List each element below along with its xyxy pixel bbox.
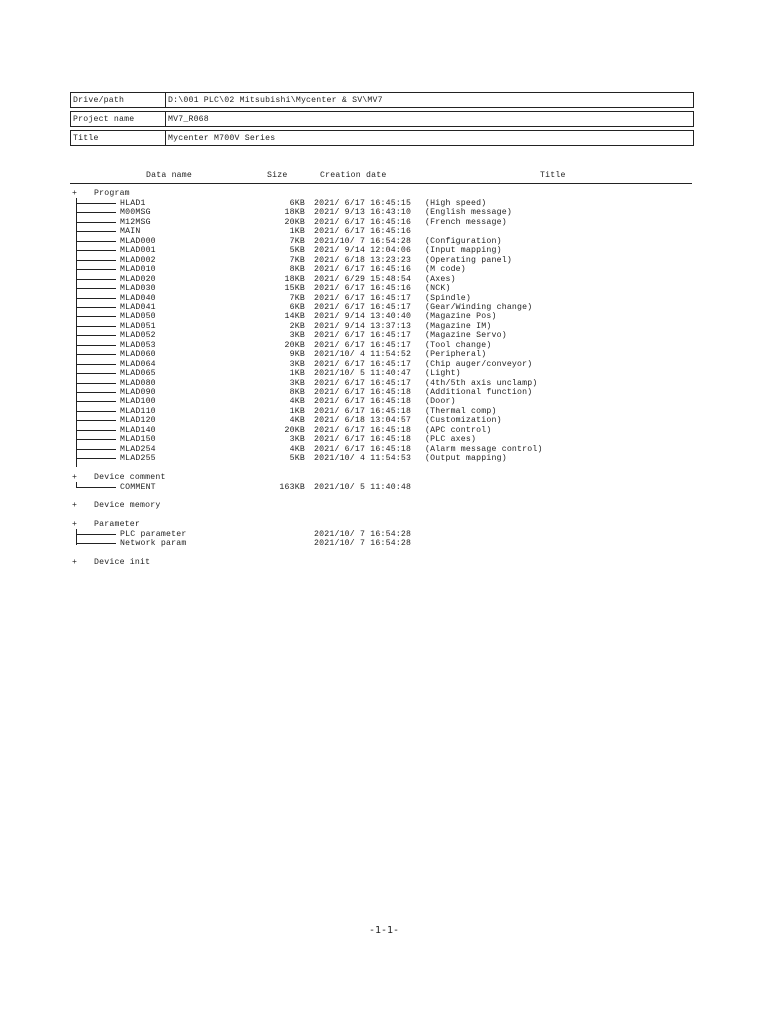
row-title: (Operating panel) bbox=[425, 255, 512, 265]
project-name-value: MV7_R068 bbox=[168, 115, 209, 124]
row-date: 2021/ 6/17 16:45:16 bbox=[314, 284, 412, 294]
row-title: (Alarm message control) bbox=[425, 444, 543, 454]
header-rule bbox=[70, 183, 692, 184]
row-date: 2021/ 6/17 16:45:18 bbox=[314, 397, 412, 407]
table-row[interactable] bbox=[72, 379, 692, 389]
row-size: 20KB bbox=[284, 425, 305, 435]
row-size: 4KB bbox=[289, 416, 305, 426]
row-size: 9KB bbox=[289, 350, 305, 360]
row-title: (Magazine Pos) bbox=[425, 312, 497, 322]
table-row[interactable] bbox=[72, 483, 692, 493]
row-size: 3KB bbox=[289, 359, 305, 369]
col-size: Size bbox=[267, 171, 288, 180]
table-row[interactable] bbox=[72, 246, 692, 256]
row-date: 2021/ 6/18 13:04:57 bbox=[314, 416, 412, 426]
expand-icon[interactable]: + bbox=[72, 473, 78, 482]
row-date: 2021/10/ 4 11:54:53 bbox=[314, 454, 412, 464]
row-size: 3KB bbox=[289, 435, 305, 445]
row-date: 2021/ 6/17 16:45:17 bbox=[314, 378, 412, 388]
table-row[interactable] bbox=[72, 294, 692, 304]
row-name: COMMENT bbox=[120, 483, 156, 492]
row-name: MLAD100 bbox=[120, 397, 156, 407]
row-name: MLAD064 bbox=[120, 359, 156, 369]
row-date: 2021/10/ 5 11:40:48 bbox=[314, 483, 412, 492]
row-size: 7KB bbox=[289, 236, 305, 246]
row-size: 163KB bbox=[279, 483, 305, 492]
row-date: 2021/ 6/17 16:45:18 bbox=[314, 425, 412, 435]
row-title: (Light) bbox=[425, 369, 461, 379]
row-size: 1KB bbox=[289, 369, 305, 379]
table-row[interactable] bbox=[72, 426, 692, 436]
row-name: PLC parameter bbox=[120, 530, 187, 539]
table-row[interactable] bbox=[72, 360, 692, 370]
title-label: Title bbox=[73, 134, 99, 143]
row-size: 20KB bbox=[284, 217, 305, 227]
row-name: MLAD053 bbox=[120, 340, 156, 350]
row-size: 3KB bbox=[289, 331, 305, 341]
row-name: MLAD110 bbox=[120, 406, 156, 416]
row-date: 2021/ 9/14 12:04:06 bbox=[314, 246, 412, 256]
drive-path-value: D:\001 PLC\02 Mitsubishi\Mycenter & SV\MV7 bbox=[168, 96, 383, 105]
row-date: 2021/ 6/29 15:48:54 bbox=[314, 274, 412, 284]
col-creation-date: Creation date bbox=[320, 171, 387, 180]
title-row bbox=[70, 130, 694, 146]
row-title: (Tool change) bbox=[425, 340, 492, 350]
divider bbox=[165, 93, 166, 107]
row-size: 14KB bbox=[284, 312, 305, 322]
col-title: Title bbox=[540, 171, 566, 180]
row-title: (Customization) bbox=[425, 416, 502, 426]
row-date: 2021/ 6/17 16:45:17 bbox=[314, 359, 412, 369]
table-row[interactable] bbox=[72, 312, 692, 322]
row-title: (Spindle) bbox=[425, 293, 472, 303]
table-row[interactable] bbox=[72, 265, 692, 275]
row-size: 15KB bbox=[284, 284, 305, 294]
expand-icon[interactable]: + bbox=[72, 501, 78, 510]
row-title: (Output mapping) bbox=[425, 454, 507, 464]
row-title: (Axes) bbox=[425, 274, 456, 284]
row-size: 5KB bbox=[289, 454, 305, 464]
row-size: 7KB bbox=[289, 293, 305, 303]
divider bbox=[165, 131, 166, 145]
col-data-name: Data name bbox=[146, 171, 193, 180]
table-row[interactable] bbox=[72, 275, 692, 285]
row-title: (Chip auger/conveyor) bbox=[425, 359, 533, 369]
table-row[interactable] bbox=[72, 369, 692, 379]
project-name-row bbox=[70, 111, 694, 127]
table-row[interactable] bbox=[72, 435, 692, 445]
group-label-device-init: Device init bbox=[94, 558, 151, 567]
title-value: Mycenter M700V Series bbox=[168, 134, 276, 143]
row-date: 2021/ 6/17 16:45:17 bbox=[314, 302, 412, 312]
row-size: 18KB bbox=[284, 274, 305, 284]
row-date: 2021/ 6/17 16:45:18 bbox=[314, 435, 412, 445]
row-date: 2021/10/ 7 16:54:28 bbox=[314, 530, 412, 539]
group-label-parameter: Parameter bbox=[94, 520, 141, 529]
drive-path-label: Drive/path bbox=[73, 96, 125, 105]
row-title: (English message) bbox=[425, 208, 512, 218]
expand-icon[interactable]: + bbox=[72, 558, 78, 567]
row-title: (Magazine IM) bbox=[425, 321, 492, 331]
row-name: HLAD1 bbox=[120, 199, 146, 208]
row-name: Network param bbox=[120, 539, 187, 549]
expand-icon[interactable]: + bbox=[72, 189, 78, 198]
row-size: 5KB bbox=[289, 246, 305, 256]
row-date: 2021/10/ 4 11:54:52 bbox=[314, 350, 412, 360]
divider bbox=[165, 112, 166, 126]
row-size: 4KB bbox=[289, 444, 305, 454]
row-date: 2021/10/ 7 16:54:28 bbox=[314, 236, 412, 246]
row-name: MLAD051 bbox=[120, 321, 156, 331]
row-size: 18KB bbox=[284, 208, 305, 218]
table-row[interactable] bbox=[72, 284, 692, 294]
row-date: 2021/ 9/14 13:40:40 bbox=[314, 312, 412, 322]
table-row[interactable] bbox=[72, 341, 692, 351]
row-title: (APC control) bbox=[425, 425, 492, 435]
row-date: 2021/ 6/17 16:45:16 bbox=[314, 217, 412, 227]
row-name: M12MSG bbox=[120, 217, 151, 227]
row-title: (Input mapping) bbox=[425, 246, 502, 256]
row-date: 2021/ 9/14 13:37:13 bbox=[314, 321, 412, 331]
table-row[interactable] bbox=[72, 208, 692, 218]
row-size: 4KB bbox=[289, 397, 305, 407]
row-title: (High speed) bbox=[425, 199, 487, 208]
table-row[interactable] bbox=[72, 237, 692, 247]
row-title: (Additional function) bbox=[425, 388, 533, 397]
row-date: 2021/ 9/13 16:43:10 bbox=[314, 208, 412, 218]
table-row[interactable] bbox=[72, 227, 692, 237]
row-title: (French message) bbox=[425, 217, 507, 227]
table-row[interactable] bbox=[72, 454, 692, 464]
row-date: 2021/ 6/17 16:45:18 bbox=[314, 388, 412, 397]
row-name: MLAD120 bbox=[120, 416, 156, 426]
table-row[interactable] bbox=[72, 303, 692, 313]
row-size: 6KB bbox=[289, 199, 305, 208]
group-label-program: Program bbox=[94, 189, 130, 198]
table-row[interactable] bbox=[72, 256, 692, 266]
row-size: 8KB bbox=[289, 388, 305, 397]
row-date: 2021/ 6/17 16:45:17 bbox=[314, 331, 412, 341]
row-title: (M code) bbox=[425, 265, 466, 275]
row-name: MLAD050 bbox=[120, 312, 156, 322]
row-name: MLAD060 bbox=[120, 350, 156, 360]
row-title: (Peripheral) bbox=[425, 350, 487, 360]
table-row[interactable] bbox=[72, 445, 692, 455]
row-date: 2021/ 6/17 16:45:16 bbox=[314, 265, 412, 275]
row-date: 2021/ 6/17 16:45:17 bbox=[314, 293, 412, 303]
row-title: (Door) bbox=[425, 397, 456, 407]
group-label-device-comment: Device comment bbox=[94, 473, 166, 482]
row-name: MLAD040 bbox=[120, 293, 156, 303]
project-name-label: Project name bbox=[73, 115, 135, 124]
row-size: 7KB bbox=[289, 255, 305, 265]
table-row[interactable] bbox=[72, 407, 692, 417]
expand-icon[interactable]: + bbox=[72, 520, 78, 529]
row-name: MLAD090 bbox=[120, 388, 156, 397]
row-title: (4th/5th axis unclamp) bbox=[425, 378, 538, 388]
row-title: (Configuration) bbox=[425, 236, 502, 246]
row-name: MLAD002 bbox=[120, 255, 156, 265]
group-label-device-memory: Device memory bbox=[94, 501, 161, 510]
row-name: MLAD001 bbox=[120, 246, 156, 256]
table-row[interactable] bbox=[72, 331, 692, 341]
row-date: 2021/ 6/18 13:23:23 bbox=[314, 255, 412, 265]
row-name: MLAD030 bbox=[120, 284, 156, 294]
row-date: 2021/ 6/17 16:45:16 bbox=[314, 227, 412, 237]
row-size: 1KB bbox=[289, 406, 305, 416]
row-name: MLAD080 bbox=[120, 378, 156, 388]
row-name: MLAD140 bbox=[120, 425, 156, 435]
row-date: 2021/ 6/17 16:45:18 bbox=[314, 444, 412, 454]
table-row[interactable] bbox=[72, 416, 692, 426]
table-row[interactable] bbox=[72, 397, 692, 407]
row-title: (NCK) bbox=[425, 284, 451, 294]
row-title: (PLC axes) bbox=[425, 435, 477, 445]
row-size: 6KB bbox=[289, 302, 305, 312]
table-row[interactable] bbox=[72, 350, 692, 360]
row-size: 1KB bbox=[289, 227, 305, 237]
row-title: (Thermal comp) bbox=[425, 406, 497, 416]
table-row[interactable] bbox=[72, 322, 692, 332]
row-size: 8KB bbox=[289, 265, 305, 275]
page-number: -1-1- bbox=[368, 925, 400, 936]
row-name: MLAD052 bbox=[120, 331, 156, 341]
row-name: MLAD010 bbox=[120, 265, 156, 275]
row-name: MLAD254 bbox=[120, 444, 156, 454]
row-name: MLAD041 bbox=[120, 302, 156, 312]
row-date: 2021/ 6/17 16:45:18 bbox=[314, 406, 412, 416]
table-row[interactable] bbox=[72, 218, 692, 228]
row-name: MLAD150 bbox=[120, 435, 156, 445]
row-size: 3KB bbox=[289, 378, 305, 388]
row-name: MLAD020 bbox=[120, 274, 156, 284]
row-name: M00MSG bbox=[120, 208, 151, 218]
drive-path-row bbox=[70, 92, 694, 108]
row-date: 2021/10/ 7 16:54:28 bbox=[314, 539, 412, 549]
row-date: 2021/ 6/17 16:45:17 bbox=[314, 340, 412, 350]
row-title: (Gear/Winding change) bbox=[425, 302, 533, 312]
row-name: MLAD000 bbox=[120, 236, 156, 246]
row-size: 20KB bbox=[284, 340, 305, 350]
row-name: MAIN bbox=[120, 227, 141, 237]
row-date: 2021/ 6/17 16:45:15 bbox=[314, 199, 412, 208]
row-date: 2021/10/ 5 11:40:47 bbox=[314, 369, 412, 379]
row-size: 2KB bbox=[289, 321, 305, 331]
row-title: (Magazine Servo) bbox=[425, 331, 507, 341]
row-name: MLAD065 bbox=[120, 369, 156, 379]
row-name: MLAD255 bbox=[120, 454, 156, 464]
table-row[interactable] bbox=[72, 539, 692, 549]
